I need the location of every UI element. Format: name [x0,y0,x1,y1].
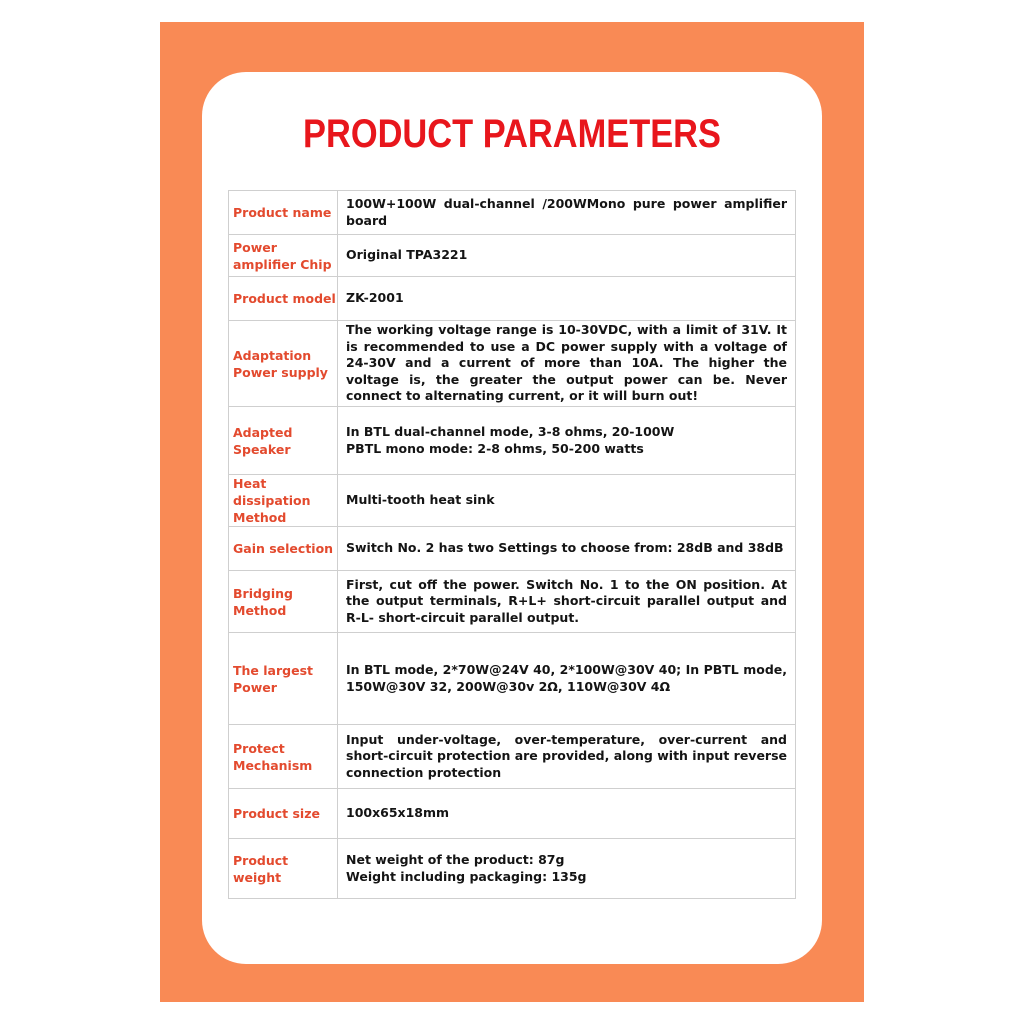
parameter-value-line: 100x65x18mm [346,805,450,821]
parameter-label: Product size [229,789,338,839]
parameter-value-line: Input under-voltage, over-temperature, over-current and short-circuit protection are provided, along with input reverse connection protection [346,731,788,780]
parameter-label: Protect Mechanism [229,725,338,789]
parameter-label: Heat dissipation Method [229,475,338,527]
parameter-value-line: First, cut off the power. Switch No. 1 to the ON position. At the output terminals, R+L+ short-circuit parallel output and R-L- short-circuit parallel output. [346,576,787,625]
parameter-value [338,191,796,235]
table-row [229,633,796,725]
table-row [229,191,796,235]
page-title: PRODUCT PARAMETERS [303,112,721,156]
table-row [229,277,796,321]
parameter-value [338,839,796,899]
parameter-label: Adapted Speaker [229,407,338,475]
parameter-value-line: 100W+100W dual-channel /200WMono pure power amplifier board [346,196,787,228]
parameter-value-line: In BTL mode, 2*70W@24V 40, 2*100W@30V 40; In PBTL mode, 150W@30V 32, 200W@30v 2Ω, 110W@30V 4Ω [346,662,787,694]
parameter-value-line: Switch No. 2 has two Settings to choose from: 28dB and 38dB [346,540,784,556]
parameter-value [338,527,796,571]
parameter-label: Product name [229,191,338,235]
parameter-label: Gain selection [229,527,338,571]
parameter-label: The largest Power [229,633,338,725]
parameter-label: Product weight [229,839,338,899]
table-row [229,321,796,407]
table-row [229,235,796,277]
table-row [229,571,796,633]
parameter-value-line: PBTL mono mode: 2-8 ohms, 50-200 watts [346,440,644,456]
table-row [229,407,796,475]
table-row [229,475,796,527]
table-row [229,789,796,839]
parameter-label: Product model [229,277,338,321]
parameter-value-line: In BTL dual-channel mode, 3-8 ohms, 20-100W [346,424,675,439]
parameter-value-line: Net weight of the product: 87g [346,852,565,867]
table-row [229,725,796,789]
parameter-value [338,321,796,407]
parameter-value [338,789,796,839]
table-row [229,839,796,899]
parameter-value-line: Original TPA3221 [346,247,468,263]
parameter-value-line: The working voltage range is 10-30VDC, with a limit of 31V. It is recommended to use a DC power supply with a voltage of 24-30V and a current of more than 10A. The higher the voltage is, the greater the output power can be. Never connect to alternating current, or it will burn out! [346,322,787,404]
parameter-value [338,633,796,725]
parameter-value [338,725,796,789]
parameter-value [338,235,796,277]
parameter-value [338,277,796,321]
parameter-value-line: Multi-tooth heat sink [346,492,495,508]
parameter-label: Power amplifier Chip [229,235,338,277]
parameter-value [338,571,796,633]
parameter-value-line: Weight including packaging: 135g [346,868,587,884]
parameter-value-line: ZK-2001 [346,290,404,306]
table-row [229,527,796,571]
parameter-label: Bridging Method [229,571,338,633]
parameter-label: Adaptation Power supply [229,321,338,407]
parameters-table [228,190,796,899]
parameter-value [338,407,796,475]
parameter-value [338,475,796,527]
